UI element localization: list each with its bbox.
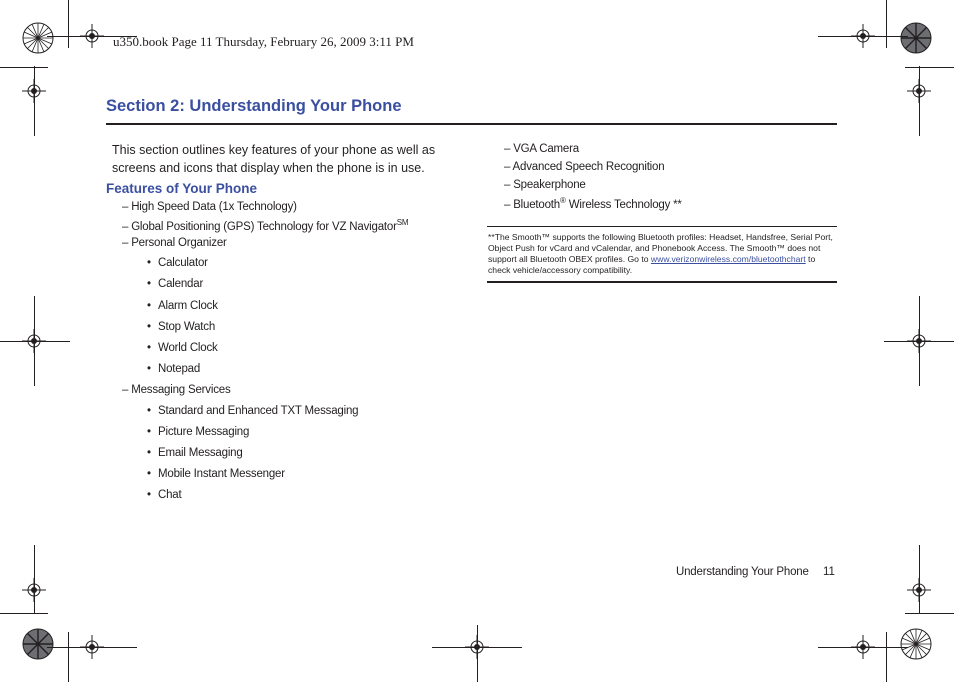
registration-sunburst-icon (900, 628, 932, 660)
service-mark: SM (396, 218, 409, 227)
registration-sunburst-icon (22, 22, 54, 54)
crop-line (68, 632, 69, 682)
feature-item: – Personal Organizer (122, 237, 227, 249)
list-item: • World Clock (147, 342, 218, 354)
crop-line (919, 545, 920, 613)
crop-line (0, 67, 48, 68)
feature-item: – Bluetooth® Wireless Technology ** (504, 196, 682, 211)
feature-item: – High Speed Data (1x Technology) (122, 201, 297, 213)
feature-item: – Global Positioning (GPS) Technology for VZ Navigator℠ (122, 218, 409, 233)
crop-line (0, 613, 48, 614)
section-title: Section 2: Understanding Your Phone (106, 97, 402, 115)
list-item: • Standard and Enhanced TXT Messaging (147, 405, 359, 417)
features-heading: Features of Your Phone (106, 181, 258, 196)
list-item: • Notepad (147, 363, 201, 375)
list-item: • Calculator (147, 257, 208, 269)
registration-sunburst-icon (22, 628, 54, 660)
feature-item: – Speakerphone (504, 179, 586, 191)
list-item: • Calendar (147, 278, 204, 290)
registration-sunburst-icon (900, 22, 932, 54)
crop-line (884, 341, 954, 342)
list-item: • Mobile Instant Messenger (147, 468, 285, 480)
crop-line (919, 66, 920, 136)
list-item: • Stop Watch (147, 321, 216, 333)
list-item: • Picture Messaging (147, 426, 250, 438)
intro-paragraph: This section outlines key features of your phone as well as screens and icons that display when the phone is in use. (112, 143, 436, 175)
crop-line (47, 647, 137, 648)
list-item: • Chat (147, 489, 182, 501)
note-rule-top (487, 226, 837, 227)
bluetooth-chart-link[interactable]: www.verizonwireless.com/bluetoothchart (650, 254, 806, 264)
feature-item: – Messaging Services (122, 384, 231, 396)
crop-line (905, 613, 954, 614)
running-header: u350.book Page 11 Thursday, February 26, 2009 3:11 PM (113, 34, 414, 49)
crop-line (34, 66, 35, 136)
crop-line (886, 0, 887, 48)
title-rule (106, 123, 837, 125)
crop-line (68, 0, 69, 48)
crop-line (818, 36, 908, 37)
crop-line (905, 67, 954, 68)
list-item: • Alarm Clock (147, 300, 218, 312)
crop-line (818, 647, 908, 648)
registered-mark: ® (560, 196, 566, 205)
feature-item: – Advanced Speech Recognition (504, 161, 665, 173)
note-rule-bottom (487, 281, 837, 283)
crop-line (477, 625, 478, 682)
feature-item: – VGA Camera (504, 143, 579, 155)
list-item: • Email Messaging (147, 447, 243, 459)
crop-line (886, 632, 887, 682)
bluetooth-footnote: **The Smooth™ supports the following Bluetooth profiles: Headset, Handsfree, Serial Port, Object Push for vCard and vCalendar, and Phonebook Access. The Smooth™ does not support all Bluetooth OBEX profiles. Go to www.verizonwireless.com/bluetoothchart to check vehicle/accessory compatibility. (488, 232, 833, 275)
footer-section-label: Understanding Your Phone (676, 566, 809, 578)
crop-line (0, 341, 70, 342)
page-number: 11 (823, 566, 835, 578)
crop-line (34, 545, 35, 613)
